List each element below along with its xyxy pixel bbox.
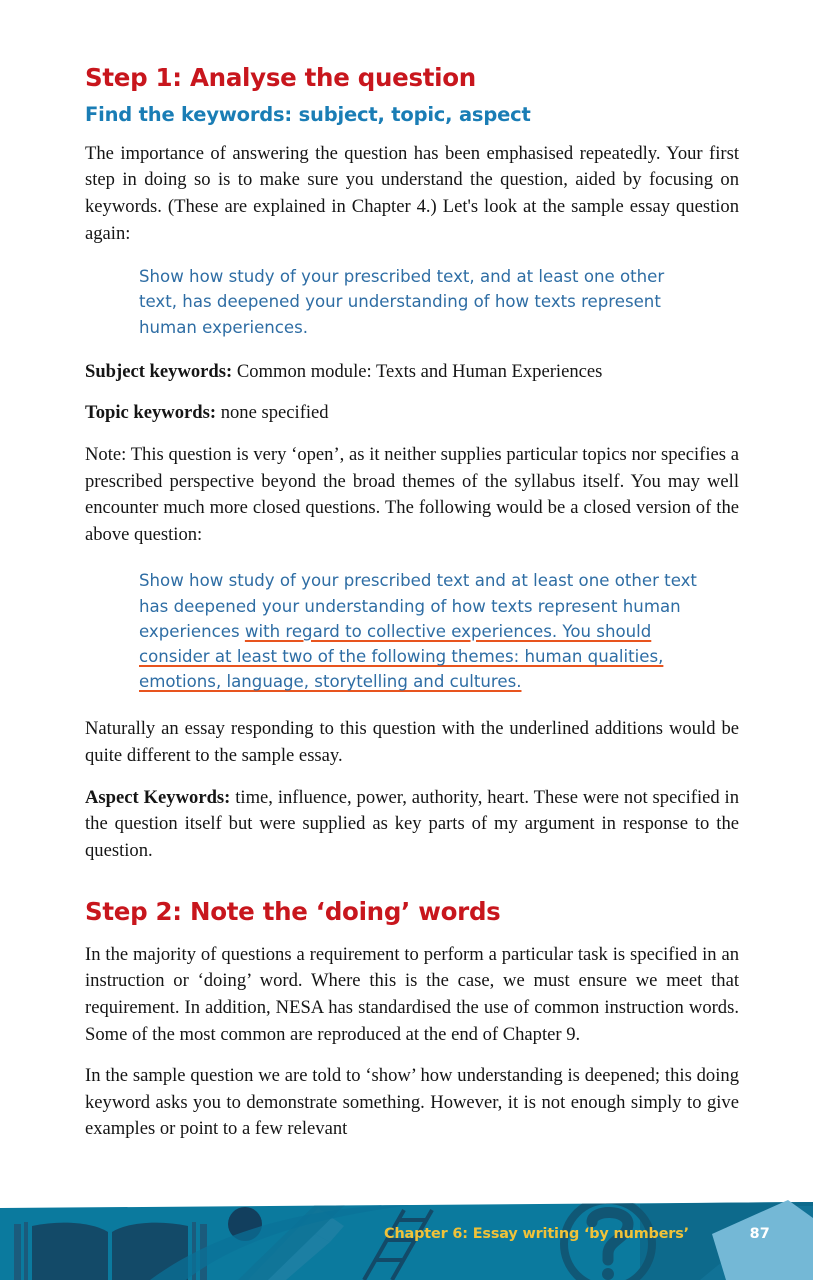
sample-question-quote-open: Show how study of your prescribed text, and at least one other text, has deepened your understanding of how texts represent human experiences. <box>139 267 665 337</box>
step-2-paragraph-1: In the majority of questions a requirement to perform a particular task is specified in an instruction or ‘doing’ word. Where this is the case, we must ensure we meet that requirement. In addition, NESA has standardised the use of common instruction words. Some of the most common are reproduced at the end of Chapter 9. <box>85 943 739 1045</box>
topic-keywords-value: none specified <box>216 402 329 424</box>
naturally-paragraph: Naturally an essay responding to this question with the underlined additions would be quite different to the sample essay. <box>85 718 739 767</box>
subject-keywords-value: Common module: Texts and Human Experiences <box>232 360 603 382</box>
footer-chapter-label: Chapter 6: Essay writing ‘by numbers’ <box>384 1226 689 1242</box>
aspect-keywords-paragraph <box>85 785 739 865</box>
sample-question-quote-closed <box>139 568 721 694</box>
footer-page-number: 87 <box>749 1226 770 1242</box>
topic-keywords-label: Topic keywords: <box>85 402 217 424</box>
subject-keywords-line <box>85 359 739 386</box>
note-paragraph: Note: This question is very ‘open’, as it neither supplies particular topics nor specifies a prescribed perspective beyond the broad themes of the syllabus itself. You may well encounter much more closed questions. The following would be a closed version of the above question: <box>85 444 739 545</box>
step-2-paragraph-2: In the sample question we are told to ‘show’ how understanding is deepened; this doing keyword asks you to demonstrate something. However, it is not enough simply to give examples or point to a few relevant <box>85 1065 739 1140</box>
step-1-heading: Step 1: Analyse the question <box>85 63 476 92</box>
intro-paragraph: The importance of answering the question has been emphasised repeatedly. Your first step in doing so is to make sure you understand the question, aided by focusing on keywords. (These are explained in Chapter 4.) Let's look at the sample essay question again: <box>85 142 739 244</box>
quote-closed-plain-part: Show how study of your prescribed text and at least one other text has deepened your understanding of how texts represent human experiences <box>139 571 697 641</box>
aspect-keywords-label: Aspect Keywords: <box>85 786 231 808</box>
aspect-keywords-value: time, influence, power, authority, heart. These were not specified in the question itself but were supplied as key parts of my argument in response to the question. <box>85 786 740 861</box>
find-keywords-subheading: Find the keywords: subject, topic, aspect <box>85 103 531 127</box>
subject-keywords-label: Subject keywords: <box>85 360 233 382</box>
topic-keywords-line <box>85 400 739 427</box>
quote-closed-underlined-part: with regard to collective experiences. You should consider at least two of the following themes: human qualities, emotions, language, storytelling and cultures. <box>139 621 664 692</box>
page-content <box>85 64 739 1143</box>
step-2-heading: Step 2: Note the ‘doing’ words <box>85 897 501 927</box>
page-footer <box>0 1196 813 1280</box>
